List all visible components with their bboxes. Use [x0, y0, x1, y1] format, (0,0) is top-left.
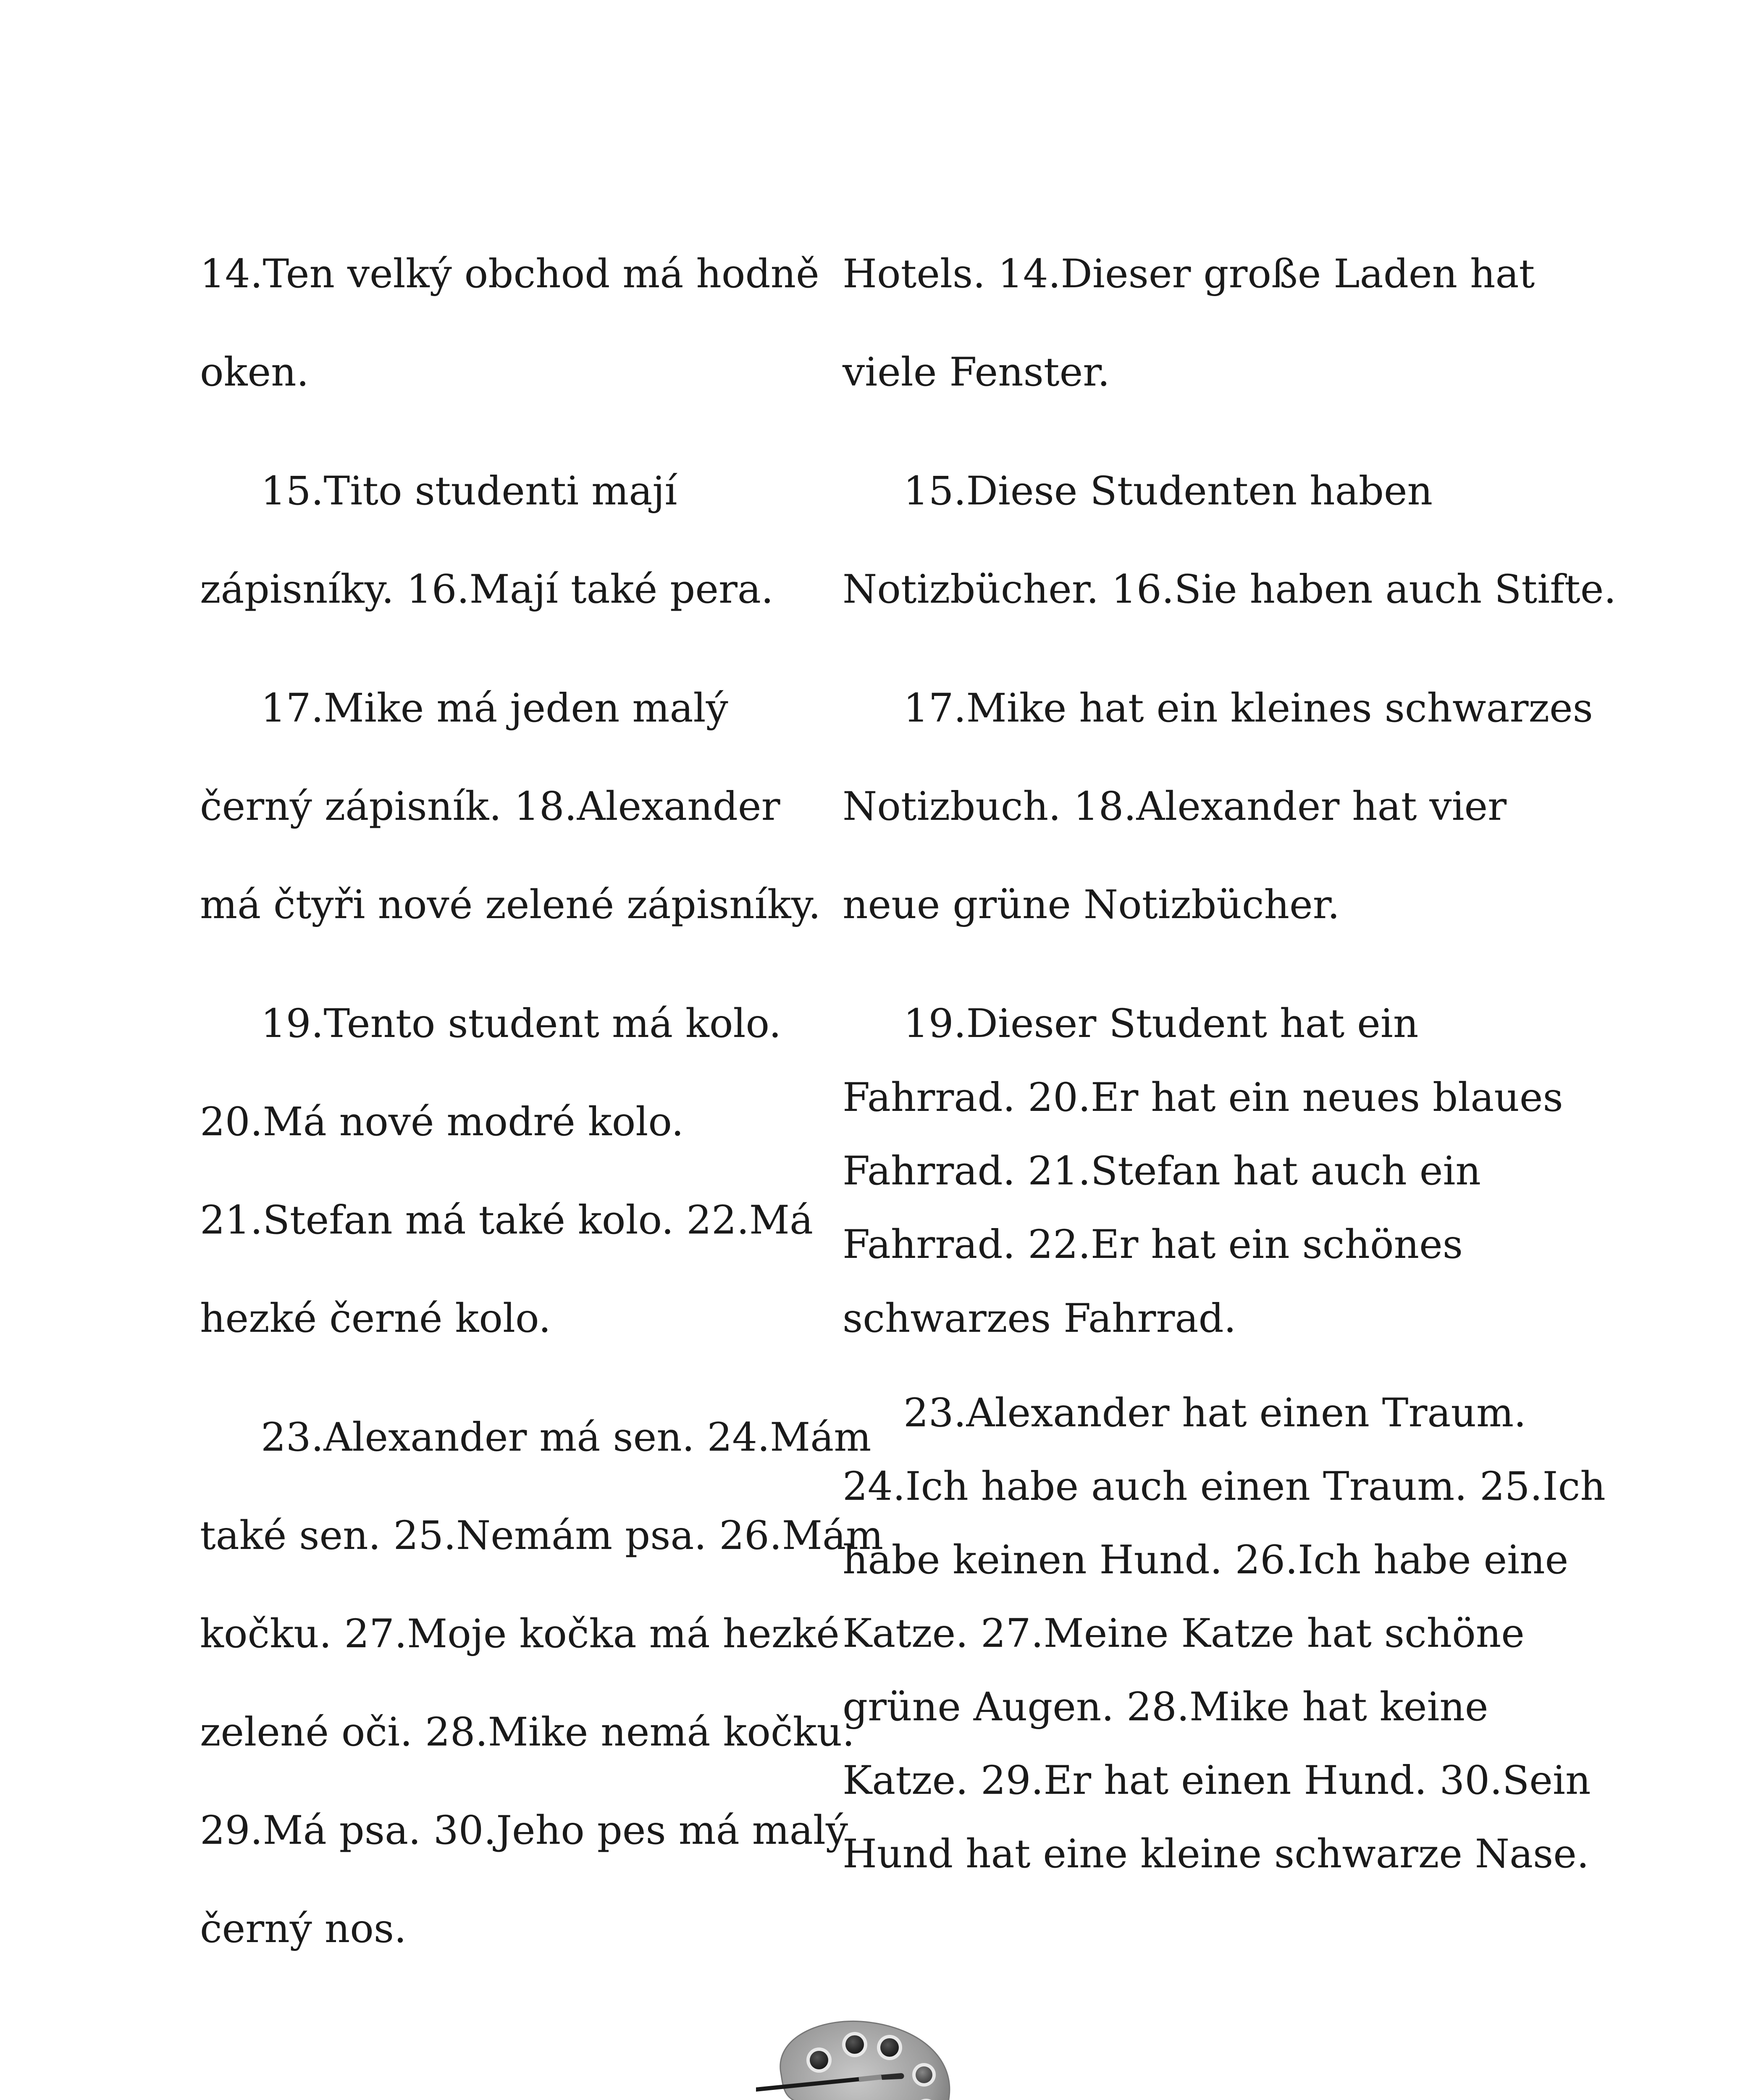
right-line: schwarzes Fahrrad. — [843, 1296, 1236, 1341]
right-line: Fahrrad. 20.Er hat ein neues blaues — [843, 1075, 1563, 1121]
left-line: také sen. 25.Nemám psa. 26.Mám — [200, 1513, 884, 1559]
left-line: 17.Mike má jeden malý — [261, 685, 728, 731]
right-line: grüne Augen. 28.Mike hat keine — [843, 1684, 1488, 1730]
right-line: Hotels. 14.Dieser große Laden hat — [843, 251, 1535, 297]
right-line: Hund hat eine kleine schwarze Nase. — [843, 1831, 1589, 1877]
right-line: Notizbuch. 18.Alexander hat vier — [843, 784, 1507, 830]
left-line: 15.Tito studenti mají — [261, 468, 677, 514]
left-line: kočku. 27.Moje kočka má hezké — [200, 1611, 840, 1657]
left-line: černý nos. — [200, 1906, 407, 1952]
left-line: má čtyři nové zelené zápisníky. — [200, 882, 821, 928]
left-line: 14.Ten velký obchod má hodně — [200, 251, 819, 297]
right-line: 17.Mike hat ein kleines schwarzes — [903, 685, 1593, 731]
left-line: černý zápisník. 18.Alexander — [200, 784, 780, 830]
right-line: 24.Ich habe auch einen Traum. 25.Ich — [843, 1464, 1606, 1509]
right-line: 23.Alexander hat einen Traum. — [903, 1390, 1527, 1436]
right-line: viele Fenster. — [843, 349, 1110, 395]
paint-palette-icon — [756, 2012, 966, 2100]
right-line: Fahrrad. 21.Stefan hat auch ein — [843, 1148, 1481, 1194]
right-line: 15.Diese Studenten haben — [903, 468, 1433, 514]
right-line: Notizbücher. 16.Sie haben auch Stifte. — [843, 567, 1617, 612]
left-line: 20.Má nové modré kolo. — [200, 1099, 684, 1145]
right-line: habe keinen Hund. 26.Ich habe eine — [843, 1537, 1569, 1583]
right-line: neue grüne Notizbücher. — [843, 882, 1340, 928]
left-line: zelené oči. 28.Mike nemá kočku. — [200, 1709, 855, 1755]
left-line: 29.Má psa. 30.Jeho pes má malý — [200, 1808, 848, 1853]
right-line: Katze. 29.Er hat einen Hund. 30.Sein — [843, 1758, 1591, 1803]
left-line: zápisníky. 16.Mají také pera. — [200, 567, 774, 612]
left-line: 21.Stefan má také kolo. 22.Má — [200, 1197, 813, 1243]
right-line: 19.Dieser Student hat ein — [903, 1001, 1419, 1047]
left-line: 19.Tento student má kolo. — [261, 1001, 782, 1047]
left-line: hezké černé kolo. — [200, 1296, 551, 1341]
right-line: Katze. 27.Meine Katze hat schöne — [843, 1611, 1525, 1656]
left-line: oken. — [200, 349, 309, 395]
left-line: 23.Alexander má sen. 24.Mám — [261, 1415, 872, 1460]
right-line: Fahrrad. 22.Er hat ein schönes — [843, 1222, 1463, 1268]
